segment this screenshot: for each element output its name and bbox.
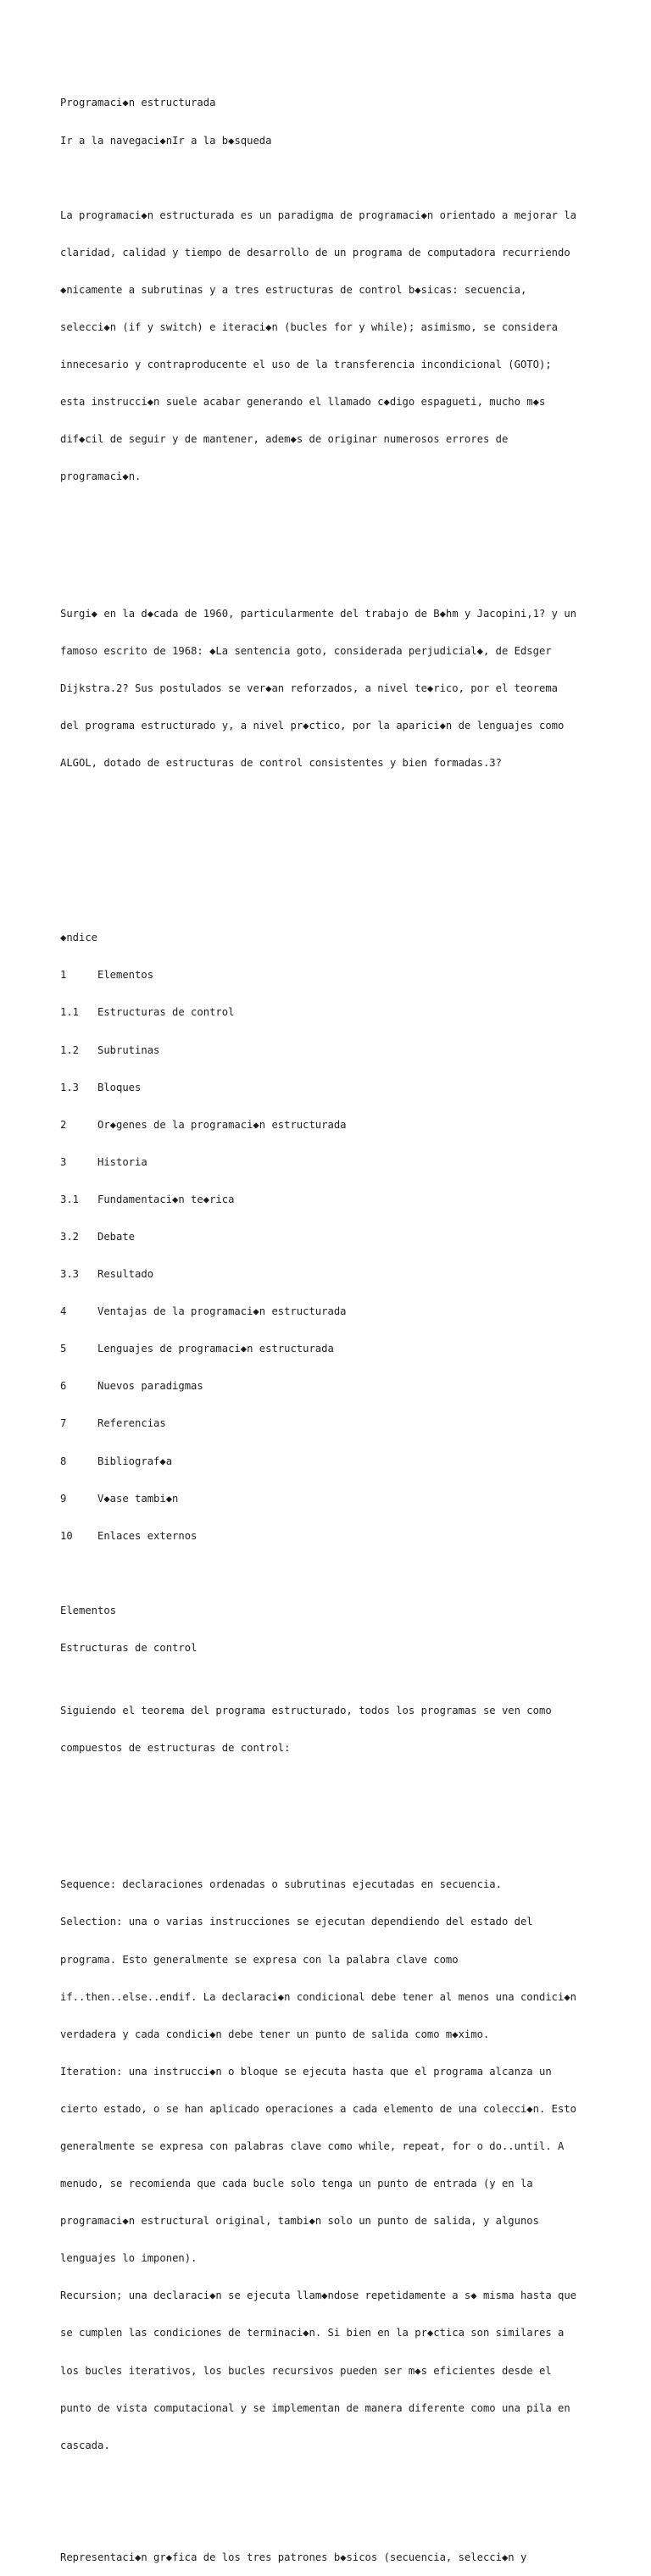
text-line: lenguajes lo imponen). <box>60 2252 198 2265</box>
table-of-contents <box>60 907 645 1567</box>
text-line: Selection: una o varias instrucciones se ejecutan dependiendo del estado del <box>60 1916 533 1928</box>
text-line: if..then..else..endif. La declaraci◆n condicional debe tener al menos una condici◆n <box>60 1990 577 2003</box>
toc-label[interactable]: Nuevos paradigmas <box>97 1380 203 1393</box>
text-line: menudo, se recomienda que cada bucle solo tenga un punto de entrada (y en la <box>60 2178 533 2190</box>
toc-number: 9 <box>60 1492 67 1505</box>
structures-intro-paragraph <box>60 1679 645 1779</box>
toc-number: 8 <box>60 1455 67 1467</box>
text-line: ALGOL, dotado de estructuras de control consistentes y bien formadas.3? <box>60 757 502 770</box>
toc-item[interactable] <box>60 1006 645 1019</box>
text-line: compuestos de estructuras de control: <box>60 1741 291 1754</box>
text-line: los bucles iterativos, los bucles recursivos pueden ser m◆s eficientes desde el <box>60 2364 552 2377</box>
toc-number: 5 <box>60 1343 67 1355</box>
spacer <box>60 533 645 546</box>
text-line: Recursion; una declaraci◆n se ejecuta llam◆ndose repetidamente a s◆ misma hasta que <box>60 2289 577 2302</box>
section-heading-elementos: Elementos <box>60 1604 117 1616</box>
toc-item[interactable] <box>60 1493 645 1505</box>
toc-item[interactable] <box>60 1380 645 1393</box>
text-line: Surgi◆ en la d◆cada de 1960, particularmente del trabajo de B◆hm y Jacopini,1? y un <box>60 608 577 620</box>
page-title: Programaci◆n estructurada <box>60 97 216 109</box>
toc-item[interactable] <box>60 1455 645 1468</box>
text-line: se cumplen las condiciones de terminaci◆n. Si bien en la pr◆ctica son similares a <box>60 2327 565 2340</box>
text-line: esta instrucci◆n suele acabar generando el llamado c◆digo espagueti, mucho m◆s <box>60 396 546 409</box>
toc-label[interactable]: Subrutinas <box>97 1043 160 1056</box>
intro-paragraph <box>60 184 645 508</box>
toc-number: 3.2 <box>60 1230 80 1243</box>
toc-item[interactable] <box>60 1082 645 1094</box>
toc-label[interactable]: Historia <box>97 1155 147 1168</box>
text-line: programaci◆n estructural original, tambi◆n solo un punto de salida, y algunos <box>60 2215 539 2228</box>
text-line: claridad, calidad y tiempo de desarrollo de un programa de computadora recurriendo <box>60 246 570 259</box>
toc-item[interactable] <box>60 1193 645 1206</box>
toc-number: 1.1 <box>60 1006 80 1019</box>
toc-label[interactable]: Ventajas de la programaci◆n estructurada <box>97 1305 347 1318</box>
toc-label[interactable]: Enlaces externos <box>97 1529 198 1542</box>
spacer <box>60 820 645 832</box>
toc-item[interactable] <box>60 1119 645 1132</box>
control-structures-list <box>60 1854 645 2477</box>
text-line: punto de vista computacional y se implementan de manera diferente como una pila en <box>60 2401 570 2414</box>
toc-number: 1.2 <box>60 1043 80 1056</box>
text-line: Sequence: declaraciones ordenadas o subrutinas ejecutadas en secuencia. <box>60 1878 502 1891</box>
text-line: generalmente se expresa con palabras clave como while, repeat, for o do..until. A <box>60 2139 565 2152</box>
text-line: programaci◆n. <box>60 470 142 483</box>
text-line: Siguiendo el teorema del programa estructurado, todos los programas se ven como <box>60 1704 552 1716</box>
toc-number: 1 <box>60 969 67 982</box>
toc-item[interactable] <box>60 1231 645 1243</box>
toc-label[interactable]: Or◆genes de la programaci◆n estructurada <box>97 1118 347 1131</box>
figure-caption-line: Representaci◆n gr◆fica de los tres patrones b◆sicos (secuencia, selecci◆n y <box>60 2551 527 2564</box>
toc-number: 4 <box>60 1305 67 1318</box>
toc-heading: ◆ndice <box>60 932 98 944</box>
text-line: La programaci◆n estructurada es un paradigma de programaci◆n orientado a mejorar la <box>60 209 577 221</box>
history-paragraph <box>60 583 645 795</box>
toc-number: 10 <box>60 1529 73 1542</box>
toc-item[interactable] <box>60 1044 645 1057</box>
text-line: cascada. <box>60 2439 110 2451</box>
toc-label[interactable]: Referencias <box>97 1417 166 1430</box>
toc-number: 1.3 <box>60 1081 80 1093</box>
navigation-links[interactable]: Ir a la navegaci◆nIr a la b◆squeda <box>60 134 272 147</box>
text-line: Dijkstra.2? Sus postulados se ver◆an reforzados, a nivel te◆rico, por el teorema <box>60 682 558 695</box>
toc-number: 2 <box>60 1118 67 1131</box>
text-line: programa. Esto generalmente se expresa con la palabra clave como <box>60 1953 459 1966</box>
subsection-heading-estructuras: Estructuras de control <box>60 1642 198 1655</box>
text-line: Iteration: una instrucci◆n o bloque se ejecuta hasta que el programa alcanza un <box>60 2065 552 2078</box>
text-line: famoso escrito de 1968: ◆La sentencia goto, considerada perjudicial◆, de Edsger <box>60 645 552 658</box>
toc-item[interactable] <box>60 1530 645 1543</box>
toc-label[interactable]: Resultado <box>97 1268 154 1281</box>
toc-label[interactable]: Bibliograf◆a <box>97 1455 173 1467</box>
text-line: dif◆cil de seguir y de mantener, adem◆s de originar numerosos errores de <box>60 433 509 446</box>
toc-item[interactable] <box>60 1305 645 1318</box>
toc-label[interactable]: Bloques <box>97 1081 142 1093</box>
toc-number: 3 <box>60 1155 67 1168</box>
toc-label[interactable]: Elementos <box>97 969 154 982</box>
toc-item[interactable] <box>60 1268 645 1281</box>
toc-item[interactable] <box>60 1156 645 1169</box>
text-line: cierto estado, o se han aplicado operaciones a cada elemento de una colecci◆n. Esto <box>60 2102 577 2115</box>
document-body <box>60 72 645 2576</box>
toc-label[interactable]: Estructuras de control <box>97 1006 235 1019</box>
text-line: selecci◆n (if y switch) e iteraci◆n (bucles for y while); asimismo, se considera <box>60 320 558 333</box>
text-line: del programa estructurado y, a nivel pr◆ctico, por la aparici◆n de lenguajes como <box>60 720 565 732</box>
text-line: innecesario y contraproducente el uso de la transferencia incondicional (GOTO); <box>60 359 552 371</box>
spacer <box>60 1804 645 1817</box>
toc-label[interactable]: Lenguajes de programaci◆n estructurada <box>97 1343 334 1355</box>
toc-item[interactable] <box>60 1343 645 1355</box>
text-line: ◆nicamente a subrutinas y a tres estructuras de control b◆sicas: secuencia, <box>60 283 527 296</box>
toc-item[interactable] <box>60 1417 645 1430</box>
toc-item[interactable] <box>60 969 645 982</box>
text-line: verdadera y cada condici◆n debe tener un punto de salida como m◆ximo. <box>60 2028 490 2040</box>
toc-number: 6 <box>60 1380 67 1393</box>
toc-label[interactable]: Debate <box>97 1230 136 1243</box>
toc-number: 3.1 <box>60 1193 80 1205</box>
toc-number: 3.3 <box>60 1268 80 1281</box>
spacer <box>60 2501 645 2514</box>
toc-label[interactable]: Fundamentaci◆n te◆rica <box>97 1193 235 1205</box>
toc-label[interactable]: V◆ase tambi◆n <box>97 1492 179 1505</box>
toc-number: 7 <box>60 1417 67 1430</box>
spacer <box>60 857 645 870</box>
